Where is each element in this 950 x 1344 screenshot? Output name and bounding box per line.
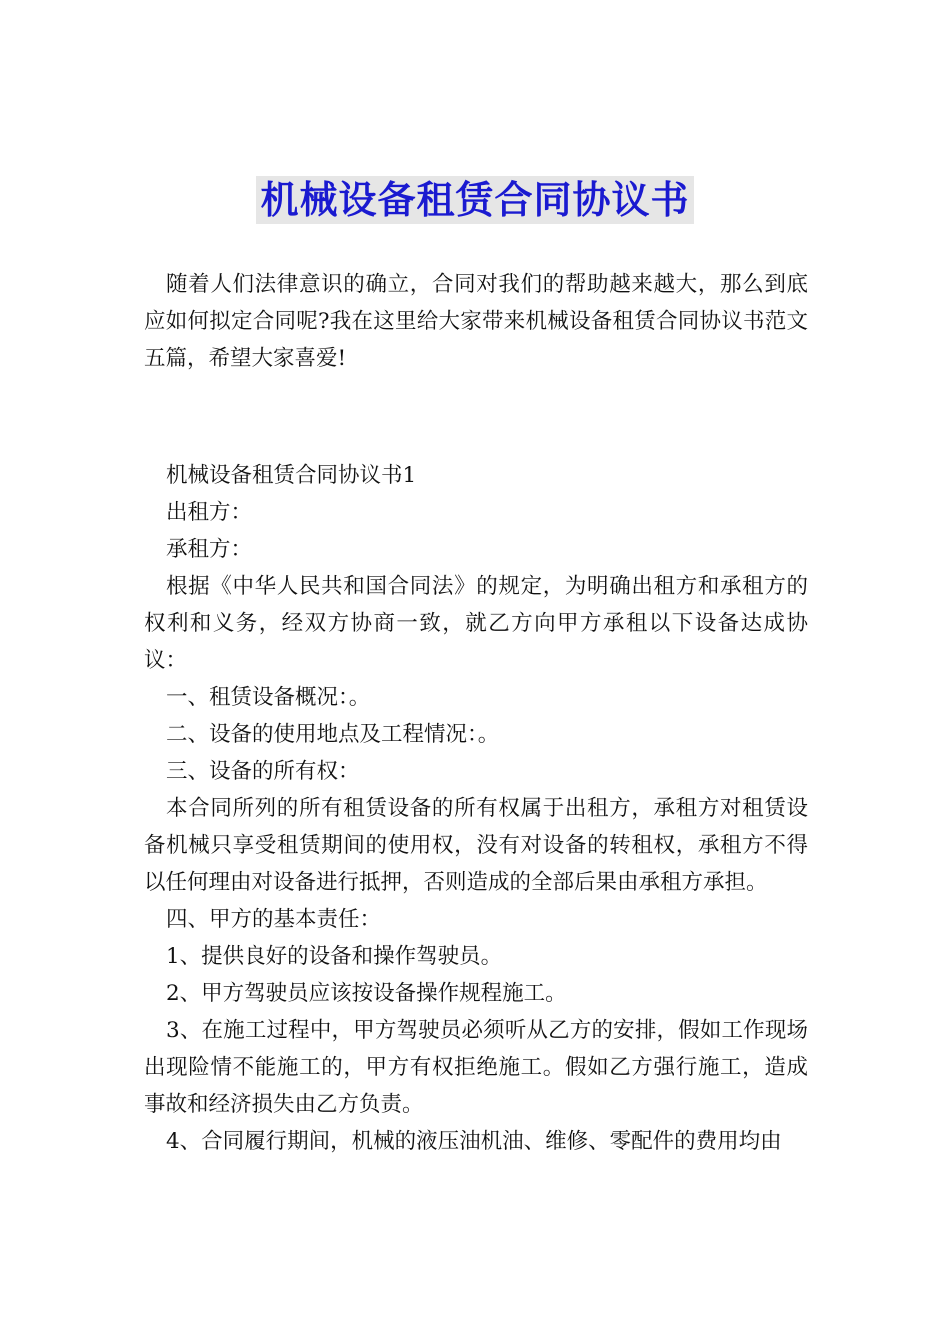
contract-heading: 机械设备租赁合同协议书1	[166, 463, 417, 488]
duty-item-1: 1、提供良好的设备和操作驾驶员。	[166, 944, 503, 969]
title-container	[0, 176, 950, 224]
section-2-usage-location: 二、设备的使用地点及工程情况：。	[166, 722, 500, 747]
section-4-party-a-duties: 四、甲方的基本责任：	[166, 907, 382, 932]
intro-paragraph: 随着人们法律意识的确立，合同对我们的帮助越来越大，那么到底应如何拟定合同呢?我在这里给大家带来机械设备租赁合同协议书范文五篇，希望大家喜爱!	[144, 272, 808, 371]
duty-item-3: 3、在施工过程中，甲方驾驶员必须听从乙方的安排，假如工作现场出现险情不能施工的，甲方有权拒绝施工。假如乙方强行施工，造成事故和经济损失由乙方负责。	[144, 1018, 808, 1117]
document-title: 机械设备租赁合同协议书	[256, 176, 693, 224]
lessor-line: 出租方：	[166, 500, 253, 525]
ownership-paragraph: 本合同所列的所有租赁设备的所有权属于出租方，承租方对租赁设备机械只享受租赁期间的使用权，没有对设备的转租权，承租方不得以任何理由对设备进行抵押，否则造成的全部后果由承租方承担。	[144, 796, 808, 895]
lessee-line: 承租方：	[166, 537, 253, 562]
duty-item-2: 2、甲方驾驶员应该按设备操作规程施工。	[166, 981, 567, 1006]
document-body	[144, 266, 808, 1160]
legal-basis-paragraph: 根据《中华人民共和国合同法》的规定，为明确出租方和承租方的权利和义务，经双方协商一致，就乙方向甲方承租以下设备达成协议：	[144, 574, 808, 673]
duty-item-4: 4、合同履行期间，机械的液压油机油、维修、零配件的费用均由	[166, 1129, 782, 1154]
section-1-equipment-overview: 一、租赁设备概况：。	[166, 685, 371, 710]
section-3-ownership: 三、设备的所有权：	[166, 759, 360, 784]
